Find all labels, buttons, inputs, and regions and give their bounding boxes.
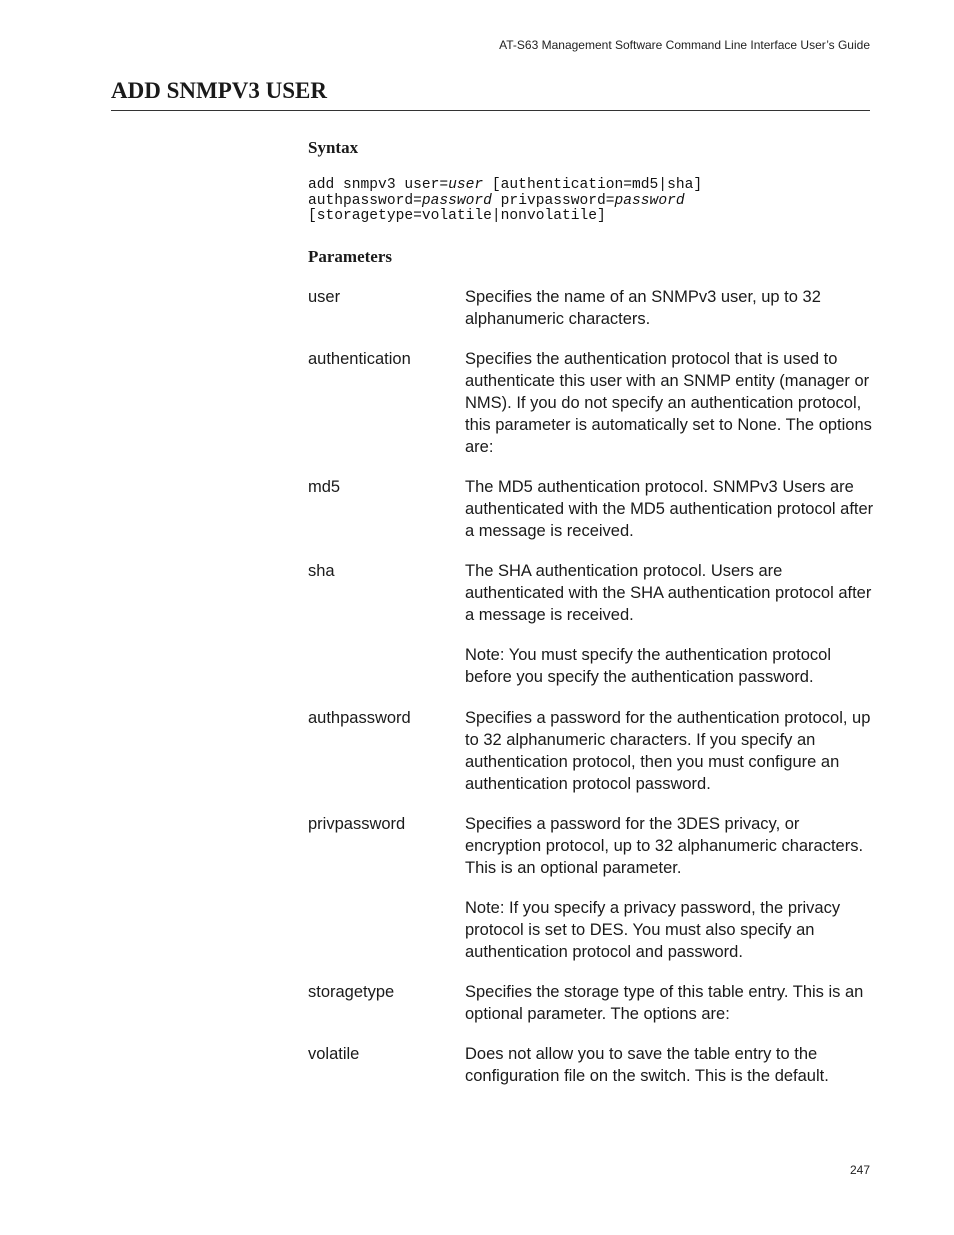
note-text: Note: You must specify the authentication protocol before you specify the authentication password. <box>465 646 831 686</box>
syntax-text: [storagetype=volatile|nonvolatile] <box>308 208 606 224</box>
parameter-name: volatile <box>308 1045 360 1063</box>
running-header: AT-S63 Management Software Command Line Interface User’s Guide <box>499 38 870 52</box>
note-text: Note: If you specify a privacy password, the privacy protocol is set to DES. You must also specify an authentication protocol and password. <box>465 899 841 961</box>
parameter-name: authpassword <box>308 709 411 727</box>
parameter-description: Specifies the authentication protocol that is used to authenticate this user with an SNMP entity (manager or NMS). If you do not specify an authentication protocol, this parameter is automatically set to None. The options are: <box>465 350 872 456</box>
parameter-description: The MD5 authentication protocol. SNMPv3 Users are authenticated with the MD5 authentication protocol after a message is received. <box>465 478 874 540</box>
parameter-name: md5 <box>308 478 341 496</box>
syntax-code <box>308 178 702 225</box>
parameter-description: Specifies the storage type of this table entry. This is an optional parameter. The options are: <box>465 983 864 1023</box>
parameter-name: privpassword <box>308 815 406 833</box>
page-number: 247 <box>849 1163 870 1177</box>
syntax-placeholder-privpassword: password <box>614 192 685 209</box>
parameter-description: The SHA authentication protocol. Users are authenticated with the SHA authentication protocol after a message is received. <box>465 562 872 624</box>
syntax-placeholder-authpassword: password <box>421 192 492 209</box>
parameter-name: authentication <box>308 350 411 368</box>
parameter-name: sha <box>308 562 335 580</box>
syntax-heading: Syntax <box>308 138 359 157</box>
parameter-name: user <box>308 288 341 306</box>
syntax-text: add snmpv3 user= <box>308 177 449 193</box>
section-title: ADD SNMPV3 USER <box>111 78 327 103</box>
parameter-description: Does not allow you to save the table entry to the configuration file on the switch. This is the default. <box>465 1045 829 1085</box>
syntax-placeholder-user: user <box>448 177 484 193</box>
title-divider <box>111 110 870 111</box>
parameters-heading: Parameters <box>308 247 393 266</box>
syntax-text: [authentication=md5|sha] <box>483 177 703 193</box>
syntax-text: authpassword= <box>308 192 422 209</box>
syntax-text: privpassword= <box>491 192 615 209</box>
parameter-name: storagetype <box>308 983 395 1001</box>
parameter-description: Specifies a password for the 3DES privacy, or encryption protocol, up to 32 alphanumeric characters. This is an optional parameter. <box>465 815 864 877</box>
parameter-description: Specifies a password for the authentication protocol, up to 32 alphanumeric characters. If you specify an authentication protocol, then you must configure an authentication protocol password. <box>465 709 871 793</box>
parameter-description: Specifies the name of an SNMPv3 user, up to 32 alphanumeric characters. <box>465 288 821 328</box>
